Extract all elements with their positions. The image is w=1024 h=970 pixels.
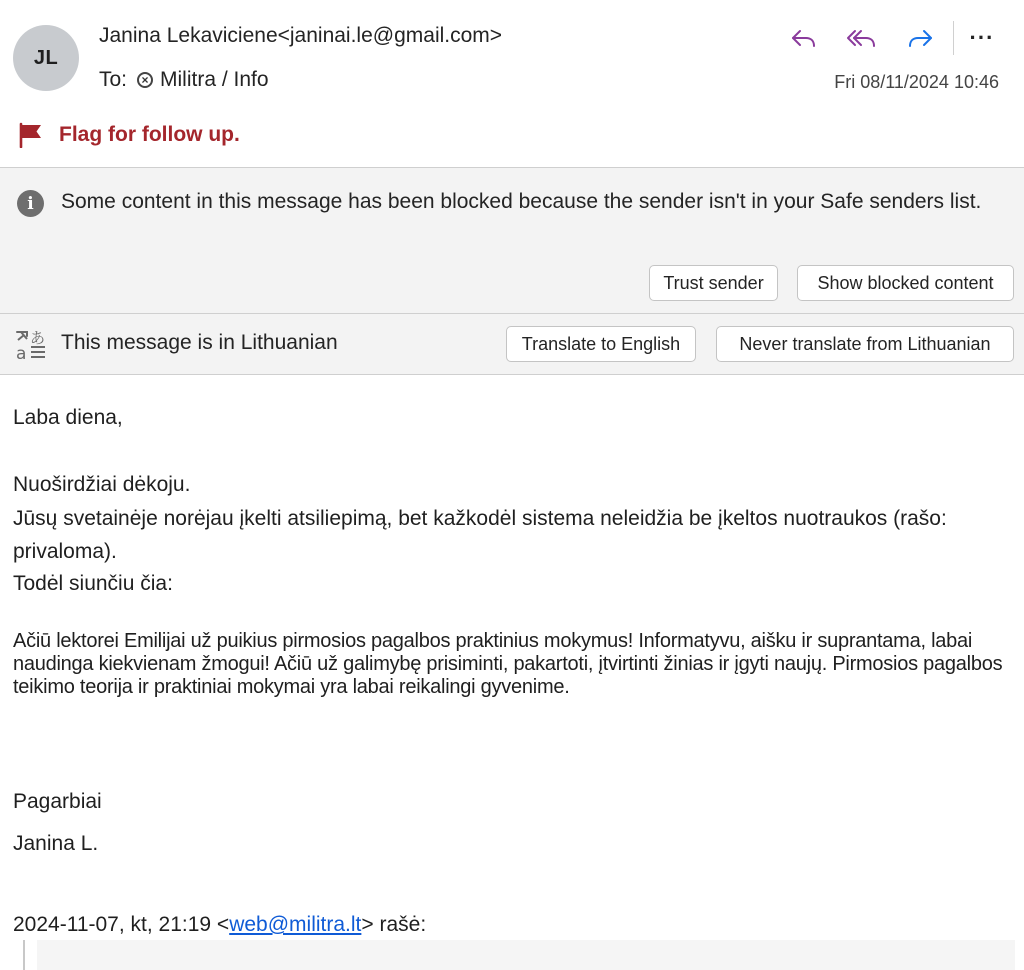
quote-suffix: > rašė: bbox=[361, 913, 427, 936]
forward-button[interactable] bbox=[891, 20, 949, 56]
reply-button[interactable] bbox=[775, 20, 833, 56]
sender-name-email[interactable]: Janina Lekaviciene<janinai.le@gmail.com> bbox=[99, 24, 503, 47]
message-body bbox=[0, 375, 1024, 970]
never-translate-button[interactable]: Never translate from Lithuanian bbox=[716, 326, 1014, 362]
reply-all-icon bbox=[845, 26, 879, 50]
review-text: Ačiū lektorei Emilijai už puikius pirmosios pagalbos praktinius mokymus! Informatyvu, aišku ir suprantama, labai naudinga kiekvienam žmogui! Ačiū už galimybę prisiminti, pakartoti, įtvirtinti žinias ir įgyti naujų. Pirmosios pagalbos teikimo teorija ir praktiniai mokymai yra labai reikalingi gyvenime. bbox=[13, 630, 1003, 698]
translation-banner bbox=[0, 314, 1024, 375]
blocked-message: Some content in this message has been blocked because the sender isn't in your Safe senders list. bbox=[61, 190, 982, 213]
actions-divider bbox=[953, 21, 954, 55]
reply-icon bbox=[789, 26, 819, 50]
closing: Pagarbiai bbox=[13, 790, 102, 813]
recipient-name[interactable]: Militra / Info bbox=[160, 68, 269, 91]
quote-bar bbox=[23, 940, 25, 970]
show-blocked-content-button[interactable]: Show blocked content bbox=[797, 265, 1014, 301]
flag-icon bbox=[18, 122, 44, 148]
body-line-website: Jūsų svetainėje norėjau įkelti atsiliepimą, bet kažkodėl sistema neleidžia be įkeltos nuotraukos (rašo: privaloma). bbox=[13, 507, 947, 563]
message-date: Fri 08/11/2024 10:46 bbox=[834, 72, 999, 92]
sender-avatar[interactable]: JL bbox=[13, 25, 79, 91]
body-line-sending: Todėl siunčiu čia: bbox=[13, 572, 173, 595]
quoted-message-block bbox=[37, 940, 1015, 970]
info-icon: i bbox=[17, 190, 44, 217]
signature: Janina L. bbox=[13, 832, 99, 855]
message-actions bbox=[775, 20, 1002, 56]
greeting: Laba diena, bbox=[13, 406, 123, 429]
more-icon[interactable]: ··· bbox=[969, 25, 995, 50]
to-label: To: bbox=[99, 68, 128, 91]
quote-header bbox=[13, 913, 426, 937]
recipient-line bbox=[99, 68, 269, 92]
svg-text:a: a bbox=[16, 344, 27, 361]
trust-sender-button[interactable]: Trust sender bbox=[649, 265, 778, 301]
body-line-thanks: Nuoširdžiai dėkoju. bbox=[13, 473, 191, 496]
blocked-content-banner bbox=[0, 167, 1024, 314]
translate-to-english-button[interactable]: Translate to English bbox=[506, 326, 696, 362]
forward-icon bbox=[905, 26, 935, 50]
remove-recipient-icon[interactable]: × bbox=[137, 72, 153, 88]
quote-date: 2024-11-07, kt, 21:19 < bbox=[13, 913, 230, 936]
translate-icon bbox=[15, 327, 49, 361]
recipient-chip[interactable] bbox=[137, 68, 269, 92]
reply-all-button[interactable] bbox=[833, 20, 891, 56]
flag-for-follow-up[interactable] bbox=[18, 122, 240, 148]
flag-label: Flag for follow up. bbox=[59, 123, 240, 146]
svg-text:あ: あ bbox=[30, 329, 46, 347]
translation-message: This message is in Lithuanian bbox=[61, 331, 338, 354]
quote-email-link[interactable]: web@militra.lt bbox=[229, 913, 362, 936]
message-header bbox=[0, 0, 1024, 168]
